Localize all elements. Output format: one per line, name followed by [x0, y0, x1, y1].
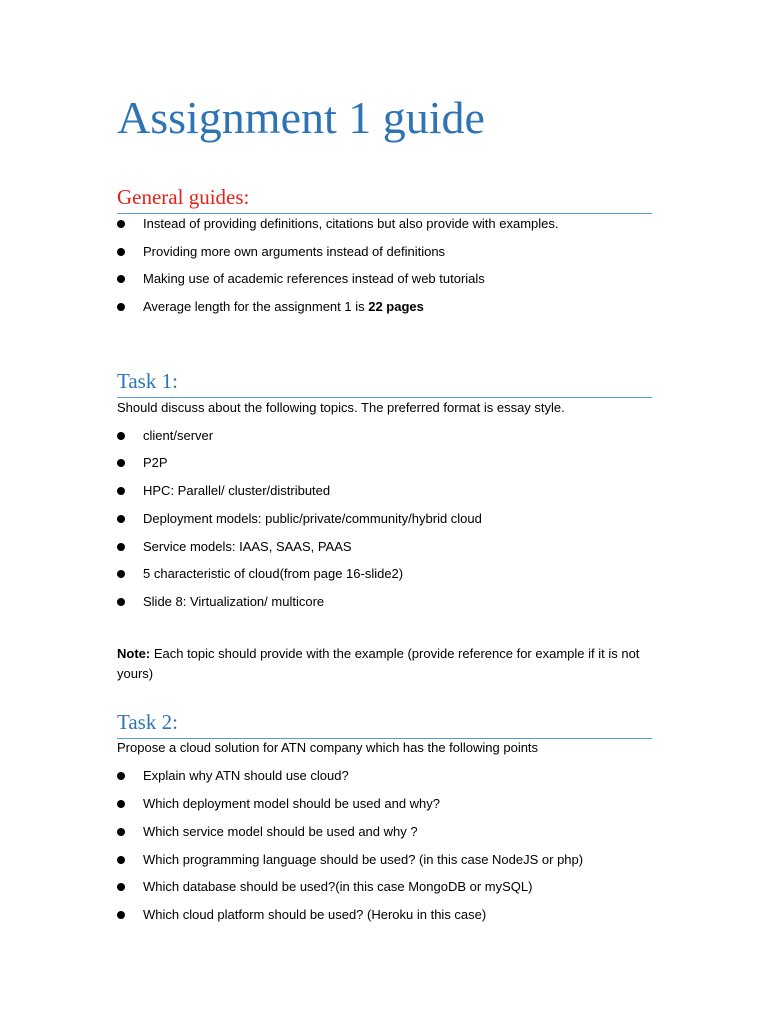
list-item: Which deployment model should be used and why? — [117, 794, 657, 814]
bullet-icon — [117, 220, 125, 228]
list-item: 5 characteristic of cloud(from page 16-slide2) — [117, 564, 657, 584]
bullet-icon — [117, 911, 125, 919]
bullet-icon — [117, 515, 125, 523]
page-title: Assignment 1 guide — [117, 92, 485, 143]
bullet-icon — [117, 432, 125, 440]
task1-heading: Task 1: — [117, 368, 652, 398]
list-item: P2P — [117, 453, 657, 473]
bullet-icon — [117, 248, 125, 256]
bullet-icon — [117, 459, 125, 467]
bullet-icon — [117, 570, 125, 578]
length-value: 22 pages — [368, 299, 424, 314]
bullet-icon — [117, 275, 125, 283]
list-item: client/server — [117, 426, 657, 446]
task1-intro: Should discuss about the following topics. The preferred format is essay style. — [117, 400, 565, 415]
bullet-icon — [117, 828, 125, 836]
list-item: Deployment models: public/private/community/hybrid cloud — [117, 509, 657, 529]
task1-note — [117, 644, 657, 684]
bullet-icon — [117, 543, 125, 551]
bullet-icon — [117, 772, 125, 780]
list-item: Providing more own arguments instead of definitions — [117, 242, 657, 262]
list-item: Service models: IAAS, SAAS, PAAS — [117, 537, 657, 557]
bullet-icon — [117, 303, 125, 311]
list-item: Making use of academic references instead of web tutorials — [117, 269, 657, 289]
bullet-icon — [117, 487, 125, 495]
bullet-icon — [117, 800, 125, 808]
list-item: Which database should be used?(in this case MongoDB or mySQL) — [117, 877, 657, 897]
list-item: Slide 8: Virtualization/ multicore — [117, 592, 657, 612]
list-item — [117, 297, 657, 317]
general-guides-heading: General guides: — [117, 184, 652, 214]
list-item: Which cloud platform should be used? (Heroku in this case) — [117, 905, 657, 925]
bullet-icon — [117, 598, 125, 606]
task2-heading: Task 2: — [117, 709, 652, 739]
list-item: Explain why ATN should use cloud? — [117, 766, 657, 786]
note-label: Note: — [117, 646, 151, 661]
task2-intro: Propose a cloud solution for ATN company which has the following points — [117, 740, 539, 755]
list-item: Instead of providing definitions, citations but also provide with examples. — [117, 214, 657, 234]
bullet-icon — [117, 856, 125, 864]
list-item: Which service model should be used and why ? — [117, 822, 657, 842]
length-prefix: Average length for the assignment 1 is — [143, 299, 369, 314]
list-item: Which programming language should be used? (in this case NodeJS or php) — [117, 850, 657, 870]
note-text: Each topic should provide with the example (provide reference for example if it is not yours) — [117, 646, 640, 681]
bullet-icon — [117, 883, 125, 891]
list-item: HPC: Parallel/ cluster/distributed — [117, 481, 657, 501]
